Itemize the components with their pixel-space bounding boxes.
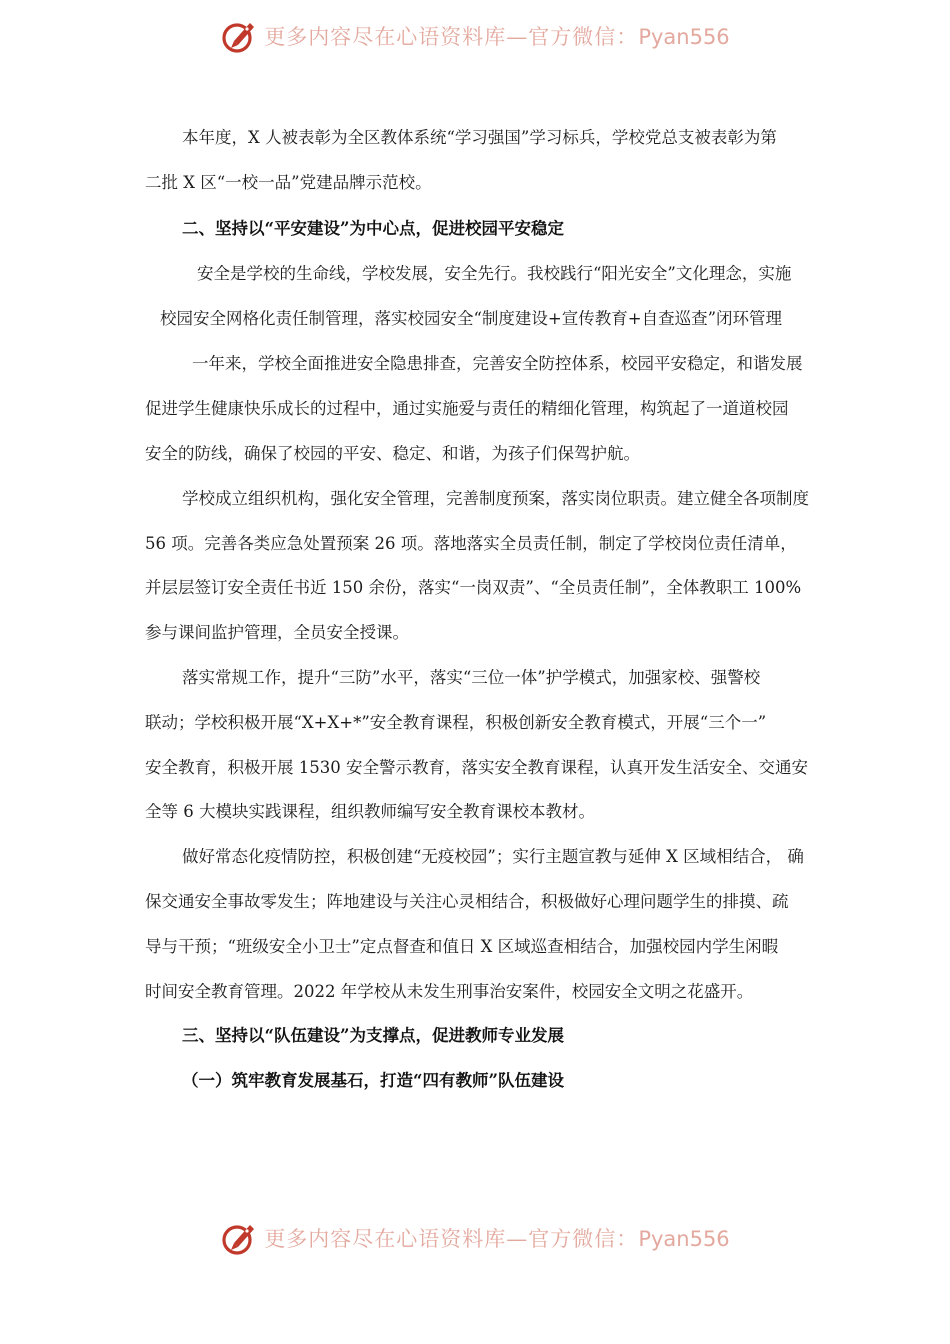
paragraph-line: 促进学生健康快乐成长的过程中，通过实施爱与责任的精细化管理，构筑起了一道道校园 (145, 399, 789, 418)
section-heading-2: 二、坚持以“平安建设”为中心点，促进校园平安稳定 (182, 219, 564, 238)
section-heading-3: 三、坚持以“队伍建设”为支撑点，促进教师专业发展 (182, 1026, 564, 1045)
paragraph-line: 安全是学校的生命线，学校发展，安全先行。我校践行“阳光安全”文化理念，实施 (197, 264, 792, 283)
footer-banner (0, 1216, 950, 1260)
paragraph-line: 并层层签订安全责任书近 150 余份，落实“一岗双责”、“全员责任制”，全体教职工 100% (145, 578, 802, 597)
paragraph-line: 二批 X 区“一校一品”党建品牌示范校。 (145, 173, 432, 192)
paragraph-line: 安全的防线，确保了校园的平安、稳定、和谐，为孩子们保驾护航。 (145, 444, 640, 463)
paragraph-line: 导与干预；“班级安全小卫士”定点督查和值日 X 区域巡查相结合，加强校园内学生闲暇 (145, 937, 779, 956)
paragraph-line: 全等 6 大模块实践课程，组织教师编写安全教育课校本教材。 (145, 802, 595, 821)
paragraph-line: 参与课间监护管理，全员安全授课。 (145, 623, 409, 642)
banner-wechat-id: Pyan556 (638, 1227, 730, 1251)
paragraph-line: 56 项。完善各类应急处置预案 26 项。落地落实全员责任制，制定了学校岗位责任清单， (145, 534, 797, 553)
paragraph-line: 时间安全教育管理。2022 年学校从未发生刑事治安案件，校园安全文明之花盛开。 (145, 982, 754, 1001)
banner-promo-text: 更多内容尽在心语资料库—官方微信： (264, 25, 639, 49)
paragraph-line: 保交通安全事故零发生；阵地建设与关注心灵相结合，积极做好心理问题学生的排摸、疏 (145, 892, 789, 911)
paragraph-line: 做好常态化疫情防控，积极创建“无疫校园”；实行主题宣教与延伸 X 区域相结合， 确 (182, 847, 804, 866)
banner-wechat-id: Pyan556 (638, 25, 730, 49)
banner-text (264, 1223, 729, 1253)
pen-nib-logo-icon (220, 1219, 258, 1257)
banner-promo-text: 更多内容尽在心语资料库—官方微信： (264, 1227, 639, 1251)
paragraph-line: 联动；学校积极开展“X+X+*”安全教育课程，积极创新安全教育模式，开展“三个一” (145, 713, 767, 732)
paragraph-line: 一年来，学校全面推进安全隐患排查，完善安全防控体系，校园平安稳定，和谐发展 (192, 354, 803, 373)
paragraph-line: 安全教育，积极开展 1530 安全警示教育，落实安全教育课程，认真开发生活安全、交通安 (145, 758, 808, 777)
paragraph-line: 落实常规工作，提升“三防”水平，落实“三位一体”护学模式，加强家校、强警校 (182, 668, 761, 687)
paragraph-line: 学校成立组织机构，强化安全管理，完善制度预案，落实岗位职责。建立健全各项制度 (182, 489, 809, 508)
paragraph-line: 本年度，X 人被表彰为全区教体系统“学习强国”学习标兵，学校党总支被表彰为第 (182, 128, 777, 147)
paragraph-line: 校园安全网格化责任制管理，落实校园安全“制度建设+宣传教育+自查巡查”闭环管理 (160, 309, 783, 328)
subsection-heading-3-1: （一）筑牢教育发展基石，打造“四有教师”队伍建设 (182, 1071, 564, 1090)
